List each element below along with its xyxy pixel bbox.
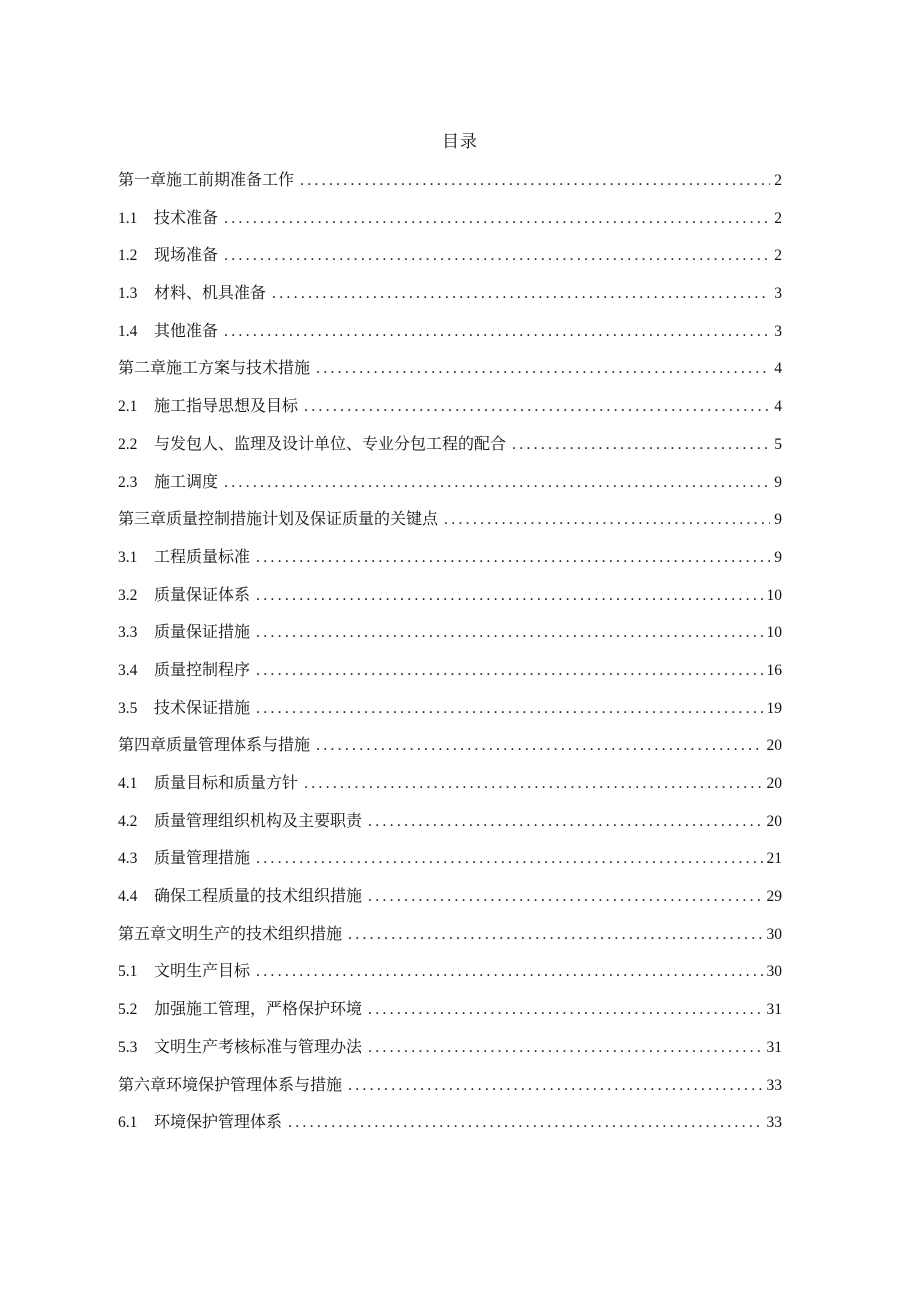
- toc-dot-leader: [304, 395, 770, 419]
- toc-entry-label: 质量保证措施: [154, 622, 251, 642]
- toc-dot-leader: [256, 546, 770, 570]
- toc-entry-number: 4.1: [118, 775, 138, 792]
- toc-section-entry[interactable]: [118, 319, 782, 357]
- toc-dot-leader: [444, 508, 770, 532]
- toc-entry-label: 环境保护管理体系: [154, 1112, 283, 1132]
- toc-section-entry[interactable]: [118, 1035, 782, 1073]
- toc-section-entry[interactable]: [118, 809, 782, 847]
- toc-dot-leader: [256, 621, 762, 645]
- toc-entry-page-number: 4: [774, 360, 782, 378]
- toc-dot-leader: [256, 584, 762, 608]
- toc-dot-leader: [368, 810, 762, 834]
- toc-entry-label: 文明生产目标: [154, 961, 251, 981]
- toc-chapter-entry[interactable]: [118, 922, 782, 960]
- toc-dot-leader: [316, 357, 770, 381]
- toc-dot-leader: [304, 772, 762, 796]
- toc-entry-label: 第三章质量控制措施计划及保证质量的关键点: [118, 509, 439, 529]
- toc-section-entry[interactable]: [118, 658, 782, 696]
- toc-section-entry[interactable]: [118, 1110, 782, 1148]
- toc-entry-page-number: 20: [766, 775, 782, 792]
- toc-section-entry[interactable]: [118, 281, 782, 319]
- toc-entry-page-number: 4: [774, 398, 782, 416]
- toc-entry-label: 技术准备: [154, 207, 219, 227]
- toc-entry-page-number: 20: [766, 812, 782, 830]
- toc-entry-number: 5.2: [118, 1001, 138, 1019]
- toc-entry-number: 1.2: [118, 247, 138, 265]
- toc-entry-label: 其他准备: [154, 320, 219, 340]
- toc-entry-page-number: 9: [774, 511, 782, 529]
- toc-entry-page-number: 31: [766, 1038, 782, 1056]
- toc-entry-number: 2.2: [118, 435, 138, 453]
- toc-entry-number: 3.5: [118, 699, 138, 717]
- toc-entry-number: 4.2: [118, 812, 138, 830]
- toc-entry-label: 第一章施工前期准备工作: [118, 170, 295, 189]
- toc-section-entry[interactable]: [118, 583, 782, 621]
- toc-dot-leader: [224, 471, 770, 495]
- toc-entry-page-number: 16: [766, 661, 782, 679]
- toc-entry-page-number: 3: [774, 285, 782, 303]
- toc-section-entry[interactable]: [118, 696, 782, 734]
- toc-section-entry[interactable]: [118, 243, 782, 281]
- toc-entry-page-number: 31: [766, 1001, 782, 1019]
- toc-list: [118, 168, 782, 1148]
- toc-entry-label: 施工调度: [154, 471, 219, 491]
- toc-entry-label: 第五章文明生产的技术组织措施: [118, 923, 343, 943]
- toc-dot-leader: [288, 1111, 762, 1135]
- toc-section-entry[interactable]: [118, 394, 782, 432]
- toc-entry-page-number: 2: [774, 209, 782, 227]
- toc-entry-number: 6.1: [118, 1114, 138, 1132]
- toc-dot-leader: [224, 244, 770, 268]
- toc-dot-leader: [368, 885, 762, 909]
- toc-dot-leader: [300, 169, 770, 193]
- toc-section-entry[interactable]: [118, 620, 782, 658]
- toc-entry-label: 加强施工管理，严格保护环境: [154, 999, 363, 1019]
- toc-dot-leader: [256, 697, 762, 721]
- toc-chapter-entry[interactable]: [118, 356, 782, 394]
- toc-entry-number: 4.3: [118, 850, 138, 868]
- toc-entry-label: 与发包人、监理及设计单位、专业分包工程的配合: [154, 433, 507, 453]
- toc-entry-number: 3.4: [118, 661, 138, 679]
- toc-section-entry[interactable]: [118, 771, 782, 809]
- toc-entry-page-number: 30: [766, 925, 782, 943]
- toc-entry-number: 2.1: [118, 398, 138, 416]
- toc-section-entry[interactable]: [118, 846, 782, 884]
- toc-entry-page-number: 10: [766, 624, 782, 642]
- toc-entry-number: 1.1: [118, 209, 138, 227]
- toc-section-entry[interactable]: [118, 959, 782, 997]
- toc-dot-leader: [512, 433, 770, 457]
- toc-entry-number: 3.3: [118, 624, 138, 642]
- toc-title: 目录: [442, 132, 478, 152]
- toc-entry-page-number: 3: [774, 322, 782, 340]
- toc-entry-label: 现场准备: [154, 245, 219, 265]
- toc-entry-number: 1.3: [118, 285, 138, 303]
- toc-entry-label: 质量保证体系: [154, 584, 251, 604]
- toc-entry-label: 质量目标和质量方针: [154, 773, 299, 792]
- toc-section-entry[interactable]: [118, 545, 782, 583]
- toc-entry-label: 第二章施工方案与技术措施: [118, 358, 311, 378]
- toc-entry-label: 第四章质量管理体系与措施: [118, 735, 311, 755]
- toc-entry-page-number: 33: [766, 1076, 782, 1094]
- toc-section-entry[interactable]: [118, 997, 782, 1035]
- toc-entry-page-number: 9: [774, 548, 782, 566]
- toc-dot-leader: [272, 282, 770, 306]
- toc-entry-label: 材料、机具准备: [154, 283, 267, 303]
- toc-dot-leader: [316, 734, 762, 758]
- toc-chapter-entry[interactable]: [118, 1073, 782, 1111]
- toc-entry-page-number: 21: [766, 850, 782, 868]
- toc-dot-leader: [348, 923, 762, 947]
- toc-entry-page-number: 19: [766, 699, 782, 717]
- toc-entry-page-number: 30: [766, 963, 782, 981]
- toc-entry-page-number: 2: [774, 172, 782, 189]
- toc-section-entry[interactable]: [118, 470, 782, 508]
- toc-entry-label: 质量控制程序: [154, 659, 251, 679]
- toc-section-entry[interactable]: [118, 206, 782, 244]
- toc-entry-label: 质量管理措施: [154, 848, 251, 868]
- toc-entry-number: 5.3: [118, 1038, 138, 1056]
- toc-dot-leader: [368, 998, 762, 1022]
- toc-entry-page-number: 2: [774, 247, 782, 265]
- toc-entry-page-number: 33: [766, 1114, 782, 1132]
- toc-entry-page-number: 20: [766, 737, 782, 755]
- toc-entry-number: 4.4: [118, 888, 138, 906]
- toc-dot-leader: [256, 960, 762, 984]
- toc-entry-number: 1.4: [118, 322, 138, 340]
- toc-entry-number: 3.2: [118, 586, 138, 604]
- toc-entry-label: 第六章环境保护管理体系与措施: [118, 1074, 343, 1094]
- toc-chapter-entry[interactable]: [118, 168, 782, 206]
- toc-section-entry[interactable]: [118, 432, 782, 470]
- toc-entry-number: 5.1: [118, 963, 138, 981]
- toc-entry-label: 确保工程质量的技术组织措施: [154, 886, 363, 906]
- toc-entry-page-number: 29: [766, 888, 782, 906]
- toc-entry-page-number: 9: [774, 473, 782, 491]
- toc-entry-page-number: 10: [766, 586, 782, 604]
- toc-dot-leader: [224, 207, 770, 231]
- toc-section-entry[interactable]: [118, 884, 782, 922]
- toc-dot-leader: [368, 1036, 762, 1060]
- toc-entry-label: 工程质量标准: [154, 546, 251, 566]
- toc-dot-leader: [348, 1074, 762, 1098]
- toc-dot-leader: [256, 659, 762, 683]
- toc-chapter-entry[interactable]: [118, 733, 782, 771]
- toc-entry-number: 2.3: [118, 473, 138, 491]
- toc-entry-label: 技术保证措施: [154, 697, 251, 717]
- toc-entry-label: 施工指导思想及目标: [154, 396, 299, 416]
- toc-chapter-entry[interactable]: [118, 507, 782, 545]
- toc-entry-label: 文明生产考核标准与管理办法: [154, 1036, 363, 1056]
- toc-dot-leader: [224, 320, 770, 344]
- toc-entry-number: 3.1: [118, 548, 138, 566]
- toc-entry-label: 质量管理组织机构及主要职责: [154, 810, 363, 830]
- toc-entry-page-number: 5: [774, 435, 782, 453]
- toc-dot-leader: [256, 847, 762, 871]
